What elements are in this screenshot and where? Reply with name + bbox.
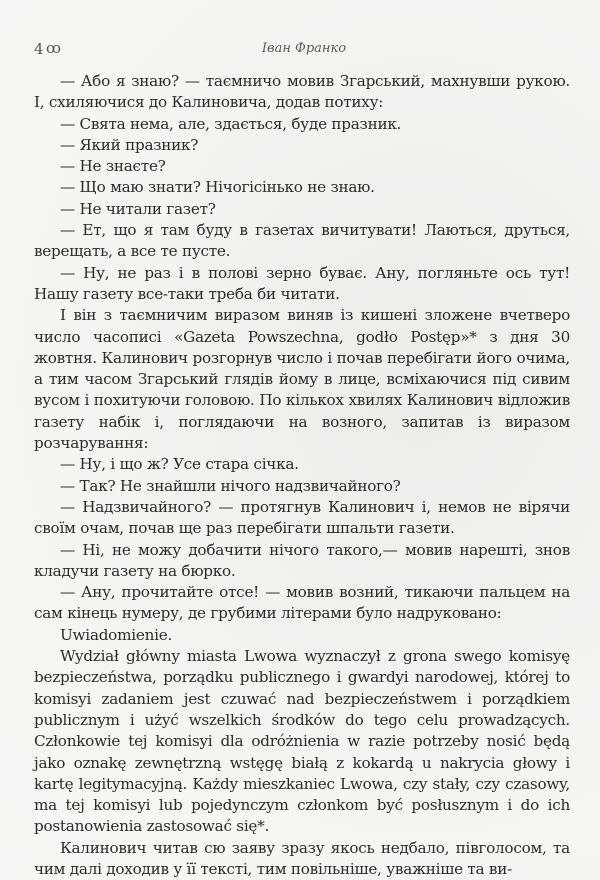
paragraph: — Свята нема, але, здається, буде празник. (60, 114, 402, 133)
paragraph: І він з таємничим виразом виняв із кишені зложене вчетверо число часописі «Gazeta Powszechna, godło Postęp»* з дня 30 жовтня. Калинович розгорнув число і почав перебігати його очима, а тим часом Згарський глядів йому в лице, всміхаючися під сивим вусом і похитуючи головою. По кількох хвилях Калинович відложив газету набік і, поглядаючи на возного, запитав із виразом розчарування: (34, 306, 570, 453)
page-number: 4 (34, 40, 44, 58)
paragraph: — Ет, що я там буду в газетах вичитувати! Лаються, друться, верещать, а все те пусте. (34, 221, 570, 261)
paragraph: — Ану, прочитайте отсе! — мовив возний, тикаючи пальцем на сам кінець нумеру, де грубими літерами було надруковано: (34, 583, 570, 623)
ornament-icon: ꝏ (46, 39, 61, 57)
paragraph: — Надзвичайного? — протягнув Калинович і, немов не вірячи своїм очам, почав ще раз перебігати шпальти газети. (34, 497, 570, 538)
paragraph: — Не читали газет? (60, 199, 216, 218)
running-title: Іван Франко (261, 41, 347, 56)
paragraph: — Або я знаю? — таємничо мовив Згарський, махнувши рукою. І, схиляючися до Калиновича, додав потиху: (34, 72, 570, 112)
paragraph: Калинович читав сю заяву зразу якось недбало, півголосом, та чим далі доходив у її тексті, тим повільніше, уважніше та ви- (34, 838, 570, 878)
paragraph: — Не знаєте? (60, 157, 166, 176)
paragraph: — Ні, не можу добачити нічого такого,— мовив нарешті, знов кладучи газету на бюрко. (34, 540, 570, 580)
paragraph: — Який празник? (60, 135, 199, 154)
notice-text: Wydział główny miasta Lwowa wyznaczył z grona swego komisyę bezpieczeństwa, porządku publicznego i gwardyi narodowej, której to komisyi zadaniem jest czuwać nad bezpieczeństwem i porządkiem publicznym i użyć wszelkich środków do tego celu prowadzących. Członkowie tej komisyi dla odróżnienia w razie potrzeby nosić będą jako oznakę zewnętrzną wstęgę białą z kokardą u nakrycia głowy i kartę legitymacyjną. Każdy mieszkaniec Lwowa, czy stały, czy czasowy, ma tej komisyi lub pojedynczym członkom być posłusznym i do ich postanowienia zastosować się*. (34, 647, 570, 836)
paragraph: — Так? Не знайшли нічого надзвичайного? (60, 476, 401, 495)
page-header (34, 40, 574, 60)
notice-title: Uwiadomienie. (60, 625, 173, 644)
body-text (34, 71, 570, 880)
paragraph: — Ну, не раз і в полові зерно буває. Ану, погляньте ось тут! Нашу газету все-таки треба би читати. (34, 263, 570, 303)
paragraph: — Ну, і що ж? Усе стара січка. (60, 455, 299, 474)
paragraph: — Що маю знати? Нічогісінько не знаю. (60, 178, 375, 197)
